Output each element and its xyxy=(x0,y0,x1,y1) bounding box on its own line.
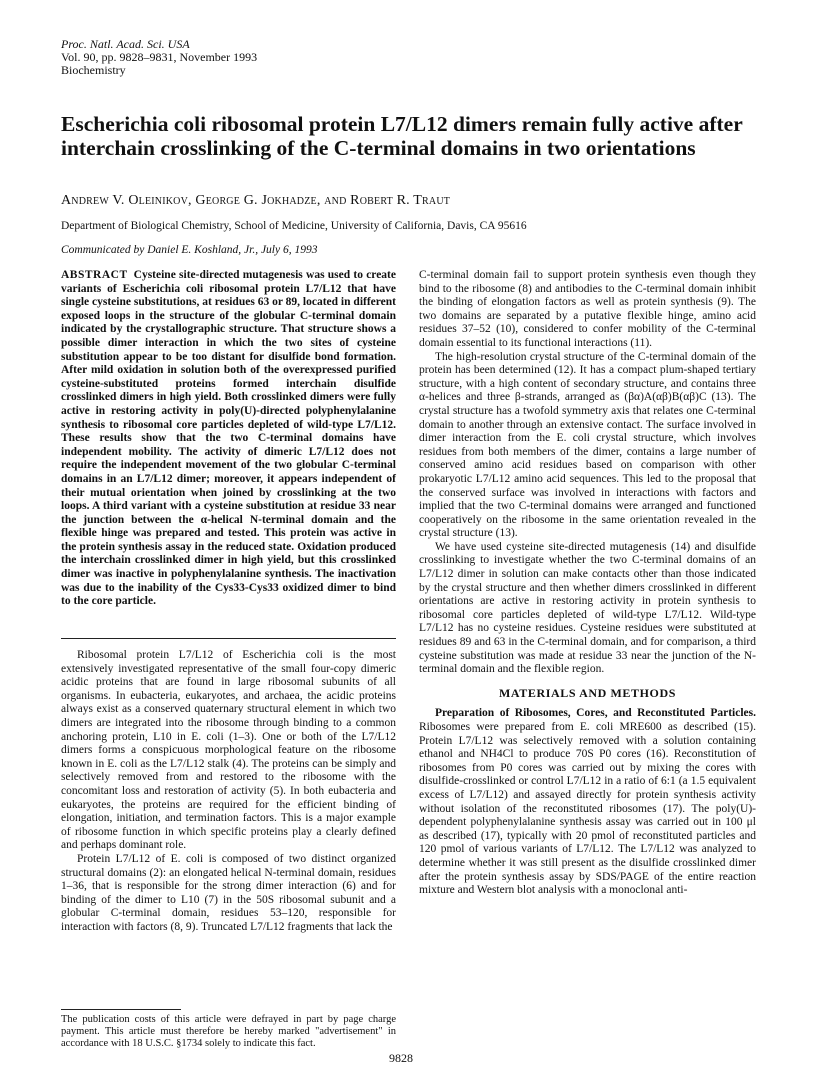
methods-text: Ribosomes were prepared from E. coli MRE600 as described (15). Protein L7/L12 was selectively removed with a solution containing ethanol and NH4Cl to produce 70S P0 cores (16). Reconstitution of ribosomes from P0 cores was carried out by mixing the cores with disulfide-crosslinked or control L7/L12 in a ratio of 6:1 (a 1.5 equivalent excess of L7/L12) and assayed directly for protein synthesis activity without isolation of the reconstituted ribosomes (17). The poly(U)-dependent polyphenylalanine synthesis assay was carried out in 100 μl as described (17), typically with 20 pmol of reconstituted particles and 120 pmol of various variants of L7/L12. The L7/L12 was analyzed to determine whether it was still present as the disulfide crosslinked dimer after the protein synthesis assay by SDS/PAGE of the entire reaction mixture and Western blot analysis with a monoclonal anti- xyxy=(419,721,756,897)
article-title: Escherichia coli ribosomal protein L7/L12 dimers remain fully active after interchain crosslinking of the C-terminal domains in two orientations xyxy=(61,112,743,160)
intro-paragraph-4: The high-resolution crystal structure of the C-terminal domain of the protein has been determined (12). It has a compact plum-shaped tertiary structure, with a high content of secondary structure, and contains three α-helices and three β-strands, arranged as (βα)A(αβ)B(αβ)C (13). The crystal structure has a twofold symmetry axis that relates one C-terminal domain to another through an extensive contact. The surface involved in dimer interaction from the E. coli crystal structure, which involves residues from both members of the dimer, contains a large number of conserved amino acid residues based on comparison with other prokaryotic L7/L12 amino acid sequences. This led to the proposal that the conserved surface was involved in interactions with factors and implied that the two C-terminal domains were arranged and functioned cooperatively on the ribosome in the same orientation revealed in the crystal structure (13). xyxy=(419,350,756,540)
abstract-label: ABSTRACT xyxy=(61,269,128,281)
intro-paragraph-2: Protein L7/L12 of E. coli is composed of two distinct organized structural domains (2): an elongated helical N-terminal domain, residues 1–36, that is responsible for the strong dimer interaction (6) and for binding of the dimer to L10 (7) in the 50S ribosomal subunit and a globular C-terminal domain, residues 53–120, responsible for interaction with factors (8, 9). Truncated L7/L12 fragments that lack the xyxy=(61,852,396,933)
footnote: The publication costs of this article were defrayed in part by page charge payment. This article must therefore be hereby marked "advertisement" in accordance with 18 U.S.C. §1734 solely to indicate this fact. xyxy=(61,1014,396,1049)
methods-heading: MATERIALS AND METHODS xyxy=(498,685,677,700)
page-number: 9828 xyxy=(389,1051,413,1065)
methods-subheading: Preparation of Ribosomes, Cores, and Reconstituted Particles. xyxy=(435,707,756,720)
intro-column-right xyxy=(419,269,756,898)
methods-paragraph xyxy=(419,707,756,897)
intro-paragraph-5: We have used cysteine site-directed mutagenesis (14) and disulfide crosslinking to investigate whether the two C-terminal domains of an L7/L12 dimer in solution can make contacts other than those indicated by the crystal structure and then whether dimers crosslinked in different orientations are active in restoring activity in protein synthesis to ribosomal core particles depleted of wild-type L7/L12. Wild-type L7/L12 has no cysteine residues. Cysteine residues were substituted at residues 89 and 63 in the C-terminal domain, and for comparison, a third cysteine substitution was made at residue 33 near the junction of the N-terminal domain and the flexible region. xyxy=(419,540,756,676)
journal-section: Biochemistry xyxy=(61,63,126,77)
intro-paragraph-1: Ribosomal protein L7/L12 of Escherichia coli is the most extensively investigated representative of the small four-copy dimeric acidic proteins that are found in large ribosomal subunits of all organisms. In eubacteria, eukaryotes, and archaea, the acidic proteins always exist as a conserved quaternary structural element in which two dimers are integrated into the ribosome through binding to a common anchoring protein, L10 in E. coli (1–3). One or both of the L7/L12 dimers forms a conspicuous morphological feature on the ribosome known in E. coli as the L7/L12 stalk (4). The proteins can be simply and selectively removed from and restored to the ribosome with the concomitant loss and restoration of activity (5). In both eubacteria and eukaryotes, the proteins are required for the efficient binding of elongation, initiation, and termination factors. This is a major example of ribosome function in which specific proteins play a clearly defined and perhaps dominant role. xyxy=(61,649,396,852)
journal-name: Proc. Natl. Acad. Sci. USA xyxy=(61,37,190,51)
footnote-divider xyxy=(61,1009,181,1010)
intro-paragraph-3: C-terminal domain fail to support protein synthesis even though they bind to the ribosome (8) and antibodies to the C-terminal domain inhibit the binding of elongation factors as well as protein synthesis (9). The two domains are separated by a putative flexible hinge, amino acid residues 37–52 (10), considered to confer mobility of the C-terminal domain essential to its functional interactions (11). xyxy=(419,269,756,349)
journal-header xyxy=(61,38,257,77)
affiliation: Department of Biological Chemistry, School of Medicine, University of California, Davis, CA 95616 xyxy=(61,220,527,232)
journal-volume: Vol. 90, pp. 9828–9831, November 1993 xyxy=(61,50,258,64)
abstract-divider xyxy=(61,638,396,639)
abstract-text: Cysteine site-directed mutagenesis was used to create variants of Escherichia coli ribosomal protein L7/L12 that have single cysteine substitutions, at residues 63 or 89, located in different exposed loops in the structure of the globular C-terminal domain indicated by the crystallographic structure. That structure shows a possible dimer interaction in which the two sites of cysteine substitution appear to be too distant for disulfide bond formation. After mild oxidation in solution both of the overexpressed purified cysteine-substituted proteins formed interchain disulfide crosslinked dimers in high yield. Both crosslinked dimers were fully active in restoring activity in poly(U)-directed polyphenylalanine synthesis to ribosomal core particles depleted of wild-type L7/L12. These results show that the two C-terminal domains have independent mobility. The activity of dimeric L7/L12 does not require the independent movement of the two globular C-terminal domains in an L7/L12 dimer; moreover, it appears independent of their mutual orientation when joined by crosslinking at the two loops. A third variant with a cysteine substitution at residue 33 near the junction between the α-helical N-terminal domain and the flexible hinge was prepared and tested. This protein was active in the protein synthesis assay in the reduced state. Oxidation produced the interchain crosslinked dimer in high yield, but this crosslinked dimer was inactive in polyphenylalanine synthesis. The inactivation was due to the inability of the Cys33-Cys33 oxidized dimer to bind to the core particle. xyxy=(61,269,396,608)
author-list: Andrew V. Oleinikov, George G. Jokhadze, and Robert R. Traut xyxy=(61,193,451,208)
intro-column-left xyxy=(61,649,396,934)
communicated-by: Communicated by Daniel E. Koshland, Jr., July 6, 1993 xyxy=(61,244,318,256)
abstract xyxy=(61,269,396,609)
